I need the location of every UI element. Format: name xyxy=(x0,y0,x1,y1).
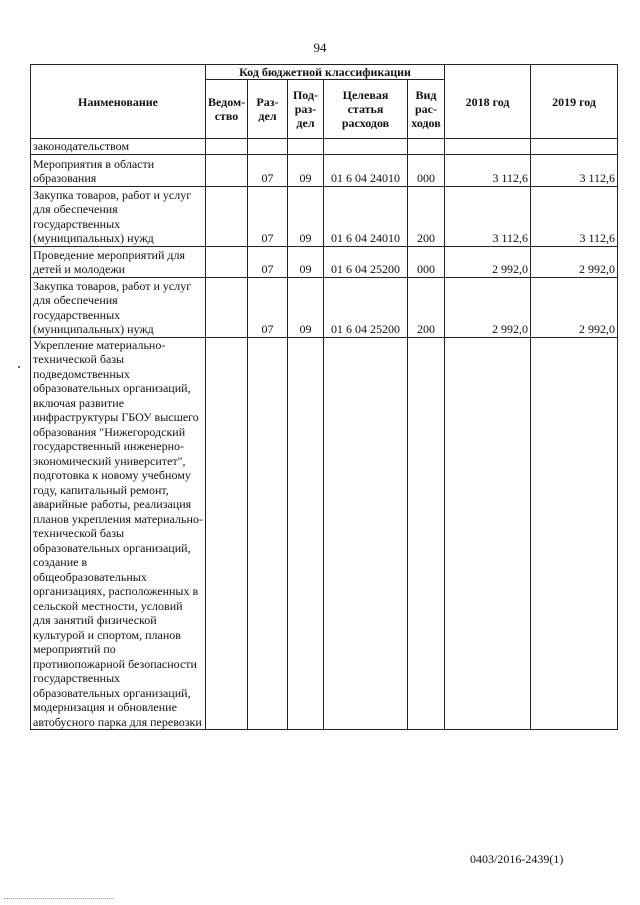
row-2019 xyxy=(531,139,618,155)
row-2018 xyxy=(445,139,531,155)
header-name: Наименование xyxy=(31,65,206,139)
row-2019: 3 112,6 xyxy=(531,154,618,186)
page-number: 94 xyxy=(313,40,327,55)
row-2019: 3 112,6 xyxy=(531,186,618,246)
table-row xyxy=(31,277,618,337)
row-dept xyxy=(206,139,248,155)
row-type xyxy=(408,139,445,155)
row-target: 01 6 04 25200 xyxy=(324,277,408,337)
row-type: 200 xyxy=(408,186,445,246)
row-dept xyxy=(206,246,248,277)
header-target-article: Целевая статья расходов xyxy=(324,80,408,139)
row-2019 xyxy=(531,337,618,730)
row-section xyxy=(248,337,288,730)
row-dept xyxy=(206,277,248,337)
table-row xyxy=(31,186,618,246)
table-row xyxy=(31,154,618,186)
row-dept xyxy=(206,154,248,186)
row-name: законодательством xyxy=(31,139,206,155)
header-department: Ведом- ство xyxy=(206,80,248,139)
row-dept xyxy=(206,186,248,246)
row-subsection: 09 xyxy=(288,277,324,337)
row-target: 01 6 04 24010 xyxy=(324,154,408,186)
row-type xyxy=(408,337,445,730)
scan-artifact xyxy=(4,898,114,903)
row-name: Укрепление материально-технической базы подведомственных образовательных организаций, включая развитие инфраструктуры ГБОУ высшего образования "Нижегородский государственный инженерно-экономический университет", подготовка к новому учебному году, капитальный ремонт, аварийные работы, реализация планов укрепления материально-технической базы образовательных организаций, создание в общеобразовательных организациях, расположенных в сельской местности, условий для занятий физической культурой и спортом, планов мероприятий по противопожарной безопасности государственных образовательных организаций, модернизация и обновление автобусного парка для перевозки xyxy=(31,337,206,730)
row-2019: 2 992,0 xyxy=(531,277,618,337)
row-target: 01 6 04 24010 xyxy=(324,186,408,246)
table-row xyxy=(31,337,618,730)
row-target xyxy=(324,139,408,155)
row-2019: 2 992,0 xyxy=(531,246,618,277)
header-section: Раз- дел xyxy=(248,80,288,139)
row-name: Мероприятия в области образования xyxy=(31,154,206,186)
row-section: 07 xyxy=(248,186,288,246)
row-subsection xyxy=(288,337,324,730)
header-year-2018: 2018 год xyxy=(445,65,531,139)
header-expense-type: Вид рас- ходов xyxy=(408,80,445,139)
row-section xyxy=(248,139,288,155)
budget-table xyxy=(30,64,618,730)
row-2018: 2 992,0 xyxy=(445,277,531,337)
row-type: 200 xyxy=(408,277,445,337)
table-row xyxy=(31,139,618,155)
row-subsection: 09 xyxy=(288,246,324,277)
row-type: 000 xyxy=(408,154,445,186)
row-subsection xyxy=(288,139,324,155)
margin-mark xyxy=(18,366,20,368)
row-section: 07 xyxy=(248,154,288,186)
row-section: 07 xyxy=(248,246,288,277)
row-name: Закупка товаров, работ и услуг для обеспечения государственных (муниципальных) нужд xyxy=(31,186,206,246)
row-subsection: 09 xyxy=(288,186,324,246)
row-name: Проведение мероприятий для детей и молодежи xyxy=(31,246,206,277)
row-2018 xyxy=(445,337,531,730)
table-row xyxy=(31,246,618,277)
header-classification-group: Код бюджетной классификации xyxy=(206,65,445,80)
row-target: 01 6 04 25200 xyxy=(324,246,408,277)
row-type: 000 xyxy=(408,246,445,277)
row-subsection: 09 xyxy=(288,154,324,186)
row-section: 07 xyxy=(248,277,288,337)
row-dept xyxy=(206,337,248,730)
row-name: Закупка товаров, работ и услуг для обеспечения государственных (муниципальных) нужд xyxy=(31,277,206,337)
row-target xyxy=(324,337,408,730)
row-2018: 3 112,6 xyxy=(445,186,531,246)
header-subsection: Под- раз- дел xyxy=(288,80,324,139)
document-code: 0403/2016-2439(1) xyxy=(470,852,564,866)
header-year-2019: 2019 год xyxy=(531,65,618,139)
row-2018: 3 112,6 xyxy=(445,154,531,186)
row-2018: 2 992,0 xyxy=(445,246,531,277)
